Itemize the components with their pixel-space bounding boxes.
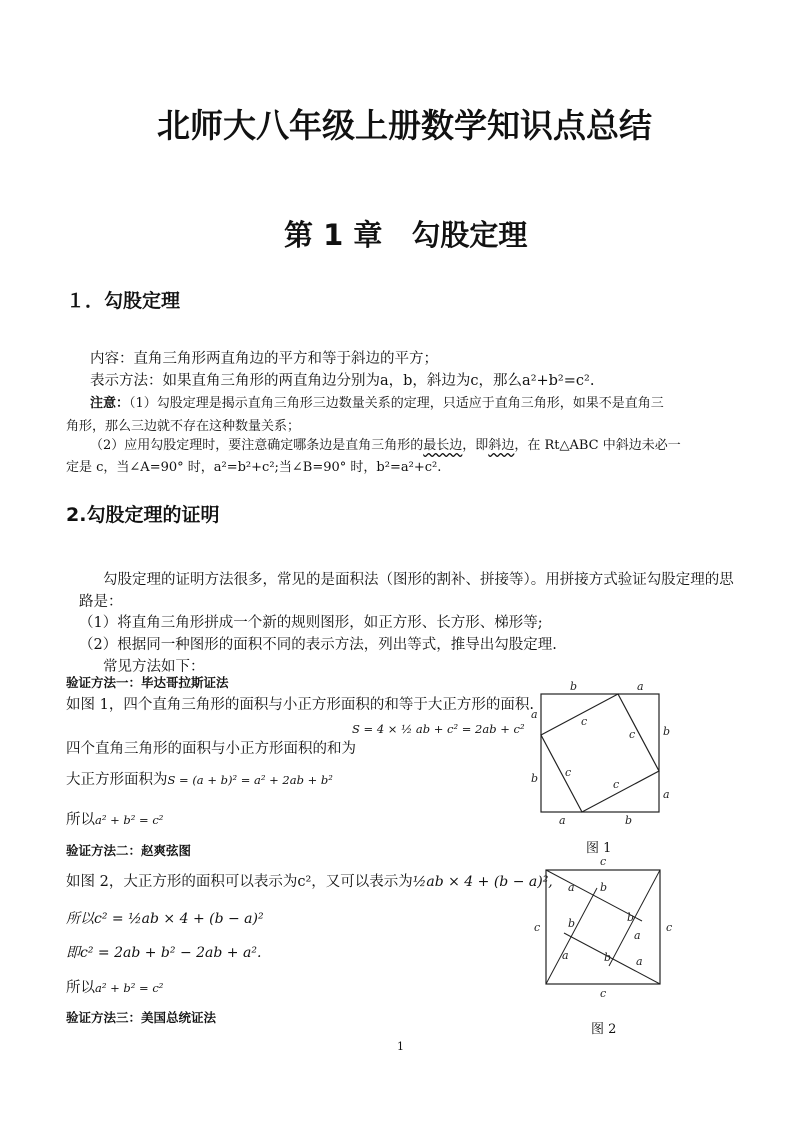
fig1-label: a bbox=[531, 708, 538, 721]
fig2-label: c bbox=[600, 987, 607, 1000]
fig1-label: b bbox=[663, 725, 671, 738]
section2-intro-line2: 路是： bbox=[79, 594, 123, 610]
method2-line1-formula: ½ab × 4 + (b − a)², bbox=[412, 874, 553, 890]
method1-line2: 四个直角三角形的面积与小正方形面积的和为 bbox=[66, 741, 356, 757]
document-title: 北师大八年级上册数学知识点总结 bbox=[157, 106, 652, 145]
section1-heading: １．勾股定理 bbox=[66, 290, 181, 312]
note2-text-a: （2）应用勾股定理时，要注意确定哪条边是直角三角形的 bbox=[90, 438, 424, 453]
section1-content: 内容：直角三角形两直角边的平方和等于斜边的平方； bbox=[90, 351, 438, 367]
fig2-label: a bbox=[634, 929, 641, 942]
method1-formula1: S = 4 × ½ ab + c² = 2ab + c² bbox=[352, 722, 525, 736]
figure2-caption: 图 2 bbox=[591, 1022, 617, 1037]
fig1-label: a bbox=[663, 788, 670, 801]
method1-formula2: S = (a + b)² = a² + 2ab + b² bbox=[167, 773, 333, 787]
fig1-label: c bbox=[629, 728, 636, 741]
method1-result-formula: a² + b² = c² bbox=[95, 813, 164, 827]
section2-intro-line1: 勾股定理的证明方法很多，常见的是面积法（图形的割补、拼接等）。用拼接方式验证勾股定理的思 bbox=[103, 572, 734, 588]
fig2-label: a bbox=[636, 955, 643, 968]
method1-line3-text: 大正方形面积为 bbox=[66, 772, 168, 788]
fig2-label: b bbox=[627, 911, 635, 924]
method1-line1: 如图 1，四个直角三角形的面积与小正方形面积的和等于大正方形的面积. bbox=[66, 697, 534, 713]
figure1-outer-square bbox=[541, 694, 659, 812]
fig2-label: c bbox=[666, 921, 673, 934]
fig2-label: c bbox=[534, 921, 541, 934]
page-number: 1 bbox=[397, 1040, 404, 1053]
section1-note1 bbox=[90, 392, 664, 411]
fig1-label: c bbox=[613, 778, 620, 791]
method2-title: 验证方法二：赵爽弦图 bbox=[66, 843, 192, 858]
section1-note1-cont: 角形，那么三边就不存在这种数量关系； bbox=[66, 419, 301, 434]
fig2-label: b bbox=[568, 917, 576, 930]
method2-result-formula: a² + b² = c² bbox=[95, 981, 164, 995]
section1-note2 bbox=[90, 434, 681, 453]
method1-title: 验证方法一：毕达哥拉斯证法 bbox=[66, 675, 229, 690]
method2-line1 bbox=[66, 870, 553, 891]
fig2-label: b bbox=[600, 881, 608, 894]
fig2-label: b bbox=[604, 951, 612, 964]
method2-line1-text: 如图 2，大正方形的面积可以表示为c²，又可以表示为 bbox=[66, 874, 413, 890]
fig1-label: c bbox=[565, 766, 572, 779]
figure2-line bbox=[609, 870, 660, 966]
fig1-label: b bbox=[625, 814, 633, 825]
method3-title: 验证方法三：美国总统证法 bbox=[66, 1010, 217, 1025]
figure2-diagram bbox=[530, 855, 680, 1000]
method2-line3: 即c² = 2ab + b² − 2ab + a². bbox=[66, 945, 262, 961]
fig2-label: a bbox=[562, 949, 569, 962]
method2-result bbox=[66, 976, 163, 997]
figure1-diagram bbox=[525, 680, 685, 825]
method2-line2: 所以c² = ½ab × 4 + (b − a)² bbox=[66, 911, 264, 927]
method1-so: 所以 bbox=[66, 812, 95, 828]
fig1-label: a bbox=[559, 814, 566, 825]
note2-hypotenuse: 斜边 bbox=[488, 438, 515, 453]
chapter-title: 第 1 章 勾股定理 bbox=[284, 218, 528, 252]
figure1-caption: 图 1 bbox=[586, 841, 612, 856]
note1-text: （1）勾股定理是揭示直角三角形三边数量关系的定理，只适应于直角三角形，如果不是直角三 bbox=[129, 396, 664, 411]
fig1-label: a bbox=[637, 680, 644, 693]
note2-longest-side: 最长边 bbox=[423, 438, 463, 453]
section1-expression: 表示方法：如果直角三角形的两直角边分别为a，b，斜边为c，那么a²+b²=c². bbox=[90, 373, 595, 389]
section2-heading: 2.勾股定理的证明 bbox=[66, 504, 220, 526]
method1-line3 bbox=[66, 768, 333, 789]
fig2-label: c bbox=[600, 855, 607, 868]
fig2-label: a bbox=[568, 881, 575, 894]
note2-text-b: ，即 bbox=[462, 438, 489, 453]
fig1-label: c bbox=[581, 715, 588, 728]
section2-step2: （2）根据同一种图形的面积不同的表示方法，列出等式，推导出勾股定理. bbox=[79, 637, 557, 653]
method1-result bbox=[66, 808, 163, 829]
figure1-inner-square bbox=[541, 694, 659, 812]
fig1-label: b bbox=[531, 772, 539, 785]
method2-so: 所以 bbox=[66, 980, 95, 996]
note2-text-c: ，在 Rt△ABC 中斜边未必一 bbox=[514, 438, 681, 453]
fig1-label: b bbox=[570, 680, 578, 693]
figure2-line bbox=[564, 933, 660, 984]
figure2-line bbox=[546, 888, 597, 984]
note-label: 注意： bbox=[90, 396, 130, 411]
section1-note2-cont: 定是 c，当∠A=90° 时，a²=b²+c²;当∠B=90° 时，b²=a²+c². bbox=[66, 460, 442, 475]
section2-common: 常见方法如下： bbox=[103, 659, 205, 675]
section2-step1: （1）将直角三角形拼成一个新的规则图形，如正方形、长方形、梯形等; bbox=[79, 615, 543, 631]
